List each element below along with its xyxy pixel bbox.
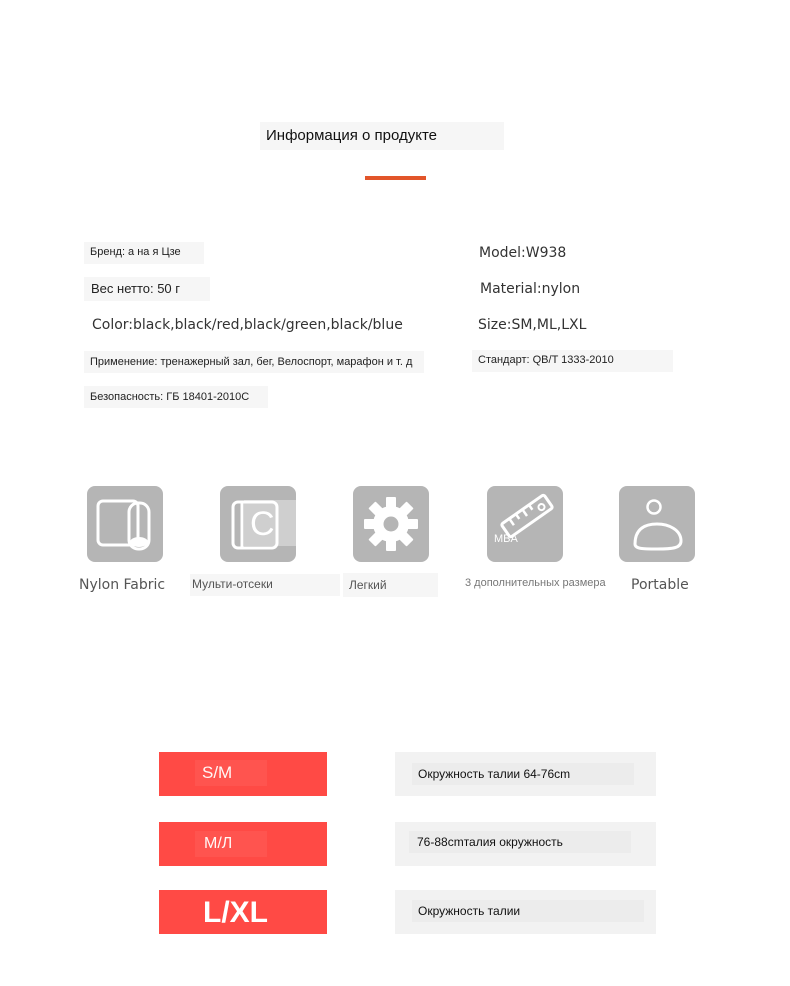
- spec-standard: Стандарт: QB/T 1333-2010: [478, 354, 614, 366]
- size-desc-label: Окружность талии: [418, 904, 521, 918]
- fabric-roll-icon: [87, 486, 163, 562]
- feature-label-portable: Portable: [631, 577, 689, 593]
- compartments-glyph: C: [250, 505, 275, 543]
- size-tag-label: S/M: [202, 763, 233, 782]
- person-icon: [619, 486, 695, 562]
- feature-label-sizes: 3 дополнительных размера: [465, 577, 606, 589]
- size-tag-label: M/Л: [204, 835, 233, 852]
- size-desc-lxl: [395, 890, 656, 934]
- spec-size: Size:SM,ML,LXL: [478, 317, 587, 333]
- ruler-glyph: MBA: [494, 533, 518, 545]
- title-accent-bar: [365, 176, 426, 180]
- feature-label-lightweight: Легкий: [349, 578, 387, 592]
- size-desc-ml: [395, 822, 656, 866]
- spec-model: Model:W938: [479, 245, 567, 261]
- feature-label-compartments: Мульти-отсеки: [192, 577, 273, 591]
- ruler-icon: [487, 486, 563, 562]
- size-tag-sm: [159, 752, 327, 796]
- size-desc-label: 76-88cmталия окружность: [417, 835, 563, 849]
- gear-icon: [353, 486, 429, 562]
- size-desc-sm: [395, 752, 656, 796]
- page-title: Информация о продукте: [266, 127, 438, 144]
- spec-net-weight: Вес нетто: 50 г: [91, 281, 181, 296]
- feature-label-nylon-fabric: Nylon Fabric: [79, 577, 166, 593]
- size-tag-label: L/XL: [203, 896, 268, 929]
- spec-usage: Применение: тренажерный зал, бег, Велоспорт, марафон и т. д: [90, 356, 413, 368]
- compartments-icon: [220, 486, 296, 562]
- size-tag-lxl: [159, 890, 327, 934]
- spec-brand: Бренд: а на я Цзе: [90, 246, 181, 258]
- spec-color: Color:black,black/red,black/green,black/blue: [92, 317, 403, 333]
- spec-material: Material:nylon: [480, 281, 581, 297]
- size-tag-ml: [159, 822, 327, 866]
- spec-safety: Безопасность: ГБ 18401-2010C: [90, 391, 250, 403]
- size-desc-label: Окружность талии 64-76cm: [418, 767, 571, 781]
